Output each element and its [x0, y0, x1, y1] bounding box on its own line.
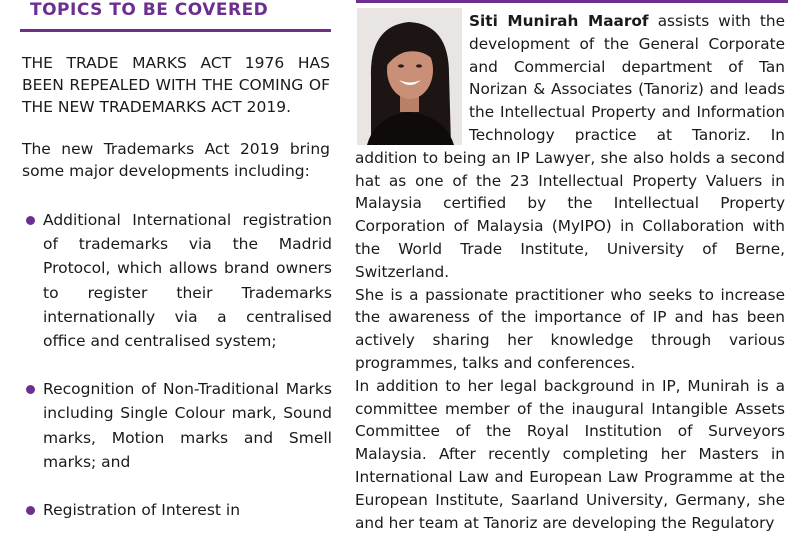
bullet-dot-icon: [26, 216, 35, 225]
top-divider: [356, 0, 788, 3]
bullet-dot-icon: [26, 385, 35, 394]
list-item-text: Recognition of Non-Traditional Marks including Single Colour mark, Sound marks, Motion marks and Smell marks; and: [43, 380, 332, 471]
list-item-text: Additional International registration of trademarks via the Madrid Protocol, which allows brand owners to register their Trademarks internationally via a centralised office and centralised system;: [43, 211, 332, 351]
bio-paragraph: She is a passionate practitioner who seeks to increase the awareness of the importance of IP and has been actively sharing her knowledge through various programmes, talks and conferences.: [355, 285, 785, 372]
speaker-bio: [355, 10, 785, 534]
list-item: [22, 498, 332, 522]
developments-list: [22, 208, 332, 522]
list-item: [22, 208, 332, 353]
list-item: [22, 377, 332, 474]
bio-text: assists with the development of the General Corporate and Commercial department of Tan Norizan & Associates (Tanoriz) and leads the Intellectual Property and Information Technology practice at Tanoriz. In addition to being an IP Lawyer, she also holds a second hat as one of the 23 Intellectual Property Valuers in Malaysia certified by the Intellectual Property Corporation of Malaysia (MyIPO) in Collaboration with the World Trade Institute, University of Berne, Switzerland.: [355, 12, 785, 281]
bullet-dot-icon: [26, 506, 35, 515]
speaker-name: Siti Munirah Maarof: [469, 12, 649, 30]
lead-paragraph: The new Trademarks Act 2019 bring some major developments including:: [22, 140, 330, 180]
bio-paragraph: In addition to her legal background in IP, Munirah is a committee member of the inaugural Intangible Assets Committee of the Royal Institution of Surveyors Malaysia. After recently completing her Masters in International Law and European Law Programme at the European Institute, Saarland University, Germany, she and her team at Tanoriz are developing the Regulatory: [355, 376, 785, 532]
intro-paragraph: THE TRADE MARKS ACT 1976 HAS BEEN REPEALED WITH THE COMING OF THE NEW TRADEMARKS ACT 2019.: [22, 54, 330, 116]
title-divider: [20, 29, 331, 32]
section-title: TOPICS TO BE COVERED: [30, 0, 269, 20]
list-item-text: Registration of Interest in: [43, 501, 241, 520]
